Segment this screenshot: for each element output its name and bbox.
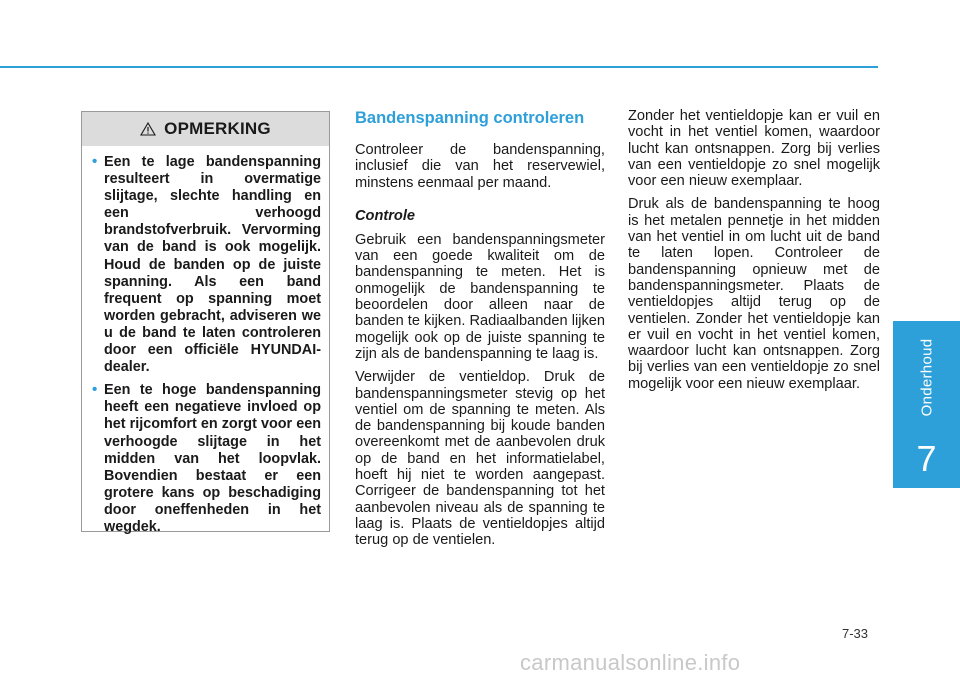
page-number: 7-33 [842,626,869,641]
watermark: carmanualsonline.info [520,650,741,675]
body-paragraph: Druk als de bandenspanning te hoog is het metalen pennetje in het midden van het ventiel in om lucht uit de band te laten lopen. Controleer de bandenspanning opnieuw met de bandenspanningsmeter. Plaats de ventieldopjes altijd terug op de ventielen. Zonder het ventieldopje kan er vuil en vocht in het ventiel komen, waardoor lucht kan ontsnappen. Zorg bij verlies van een ventieldopje zo snel mogelijk voor een nieuw exemplaar. [628,196,880,392]
sub-heading: Controle [355,207,415,224]
body-paragraph: Gebruik een bandenspanningsmeter van een goede kwaliteit om de bandenspanning te meten. Het is onmogelijk de bandenspanning te beoordelen door alleen naar de banden te kijken. Radiaalbanden lijken mogelijk ook op de juiste spanning te zijn als de bandenspanning te laag is. [355,231,605,362]
note-item-text: Een te hoge bandenspanning heeft een negatieve invloed op het rijcomfort en zorgt voor een verhoogde slijtage in het midden van het loopvlak. Bovendien bestaat er een grotere kans op beschadiging door oneffenheden in het wegdek. [104,382,321,535]
note-item-text: Een te lage bandenspanning resulteert in overmatige slijtage, slechte handling en een verhoogd brandstofverbruik. Vervorming van de band is ook mogelijk. Houd de banden op de juiste spanning. Als een band frequent op spanning moet worden gebracht, adviseren we u de band te laten controleren door een officiële HYUNDAI-dealer. [104,154,321,376]
note-box [81,111,330,535]
list-item [92,382,321,536]
section-heading: Bandenspanning controleren [355,109,585,127]
intro-paragraph: Controleer de bandenspanning, inclusief die van het reservewiel, minstens eenmaal per maand. [355,142,605,191]
body-paragraph: Zonder het ventieldopje kan er vuil en vocht in het ventiel komen, waardoor lucht kan ontsnappen. Zorg bij verlies van een ventieldopje zo snel mogelijk voor een nieuw exemplaar. [628,108,880,190]
middle-column [355,108,605,556]
note-list [82,146,329,536]
note-header [82,112,329,146]
section-label-text: Onderhoud [918,338,936,416]
warning-triangle-icon [140,122,156,136]
right-column [628,108,880,399]
top-rule [0,66,878,68]
chapter-number: 7 [916,438,937,479]
bullet-icon: • [92,381,98,399]
chapter-tab [893,321,960,488]
note-title: OPMERKING [164,119,271,138]
list-item [92,154,321,376]
body-paragraph: Verwijder de ventieldop. Druk de bandenspanningsmeter stevig op het ventiel om de spanning te meten. Als de bandenspanning bij koude banden overeenkomt met de aanbevolen druk op de band en het informatielabel, hoeft hij niet te worden aangepast. Corrigeer de bandenspanning tot het aanbevolen niveau als de spanning te laag is. Plaats de ventieldopjes altijd terug op de ventielen. [355,369,605,549]
section-label [893,321,960,433]
bullet-icon: • [92,153,98,170]
